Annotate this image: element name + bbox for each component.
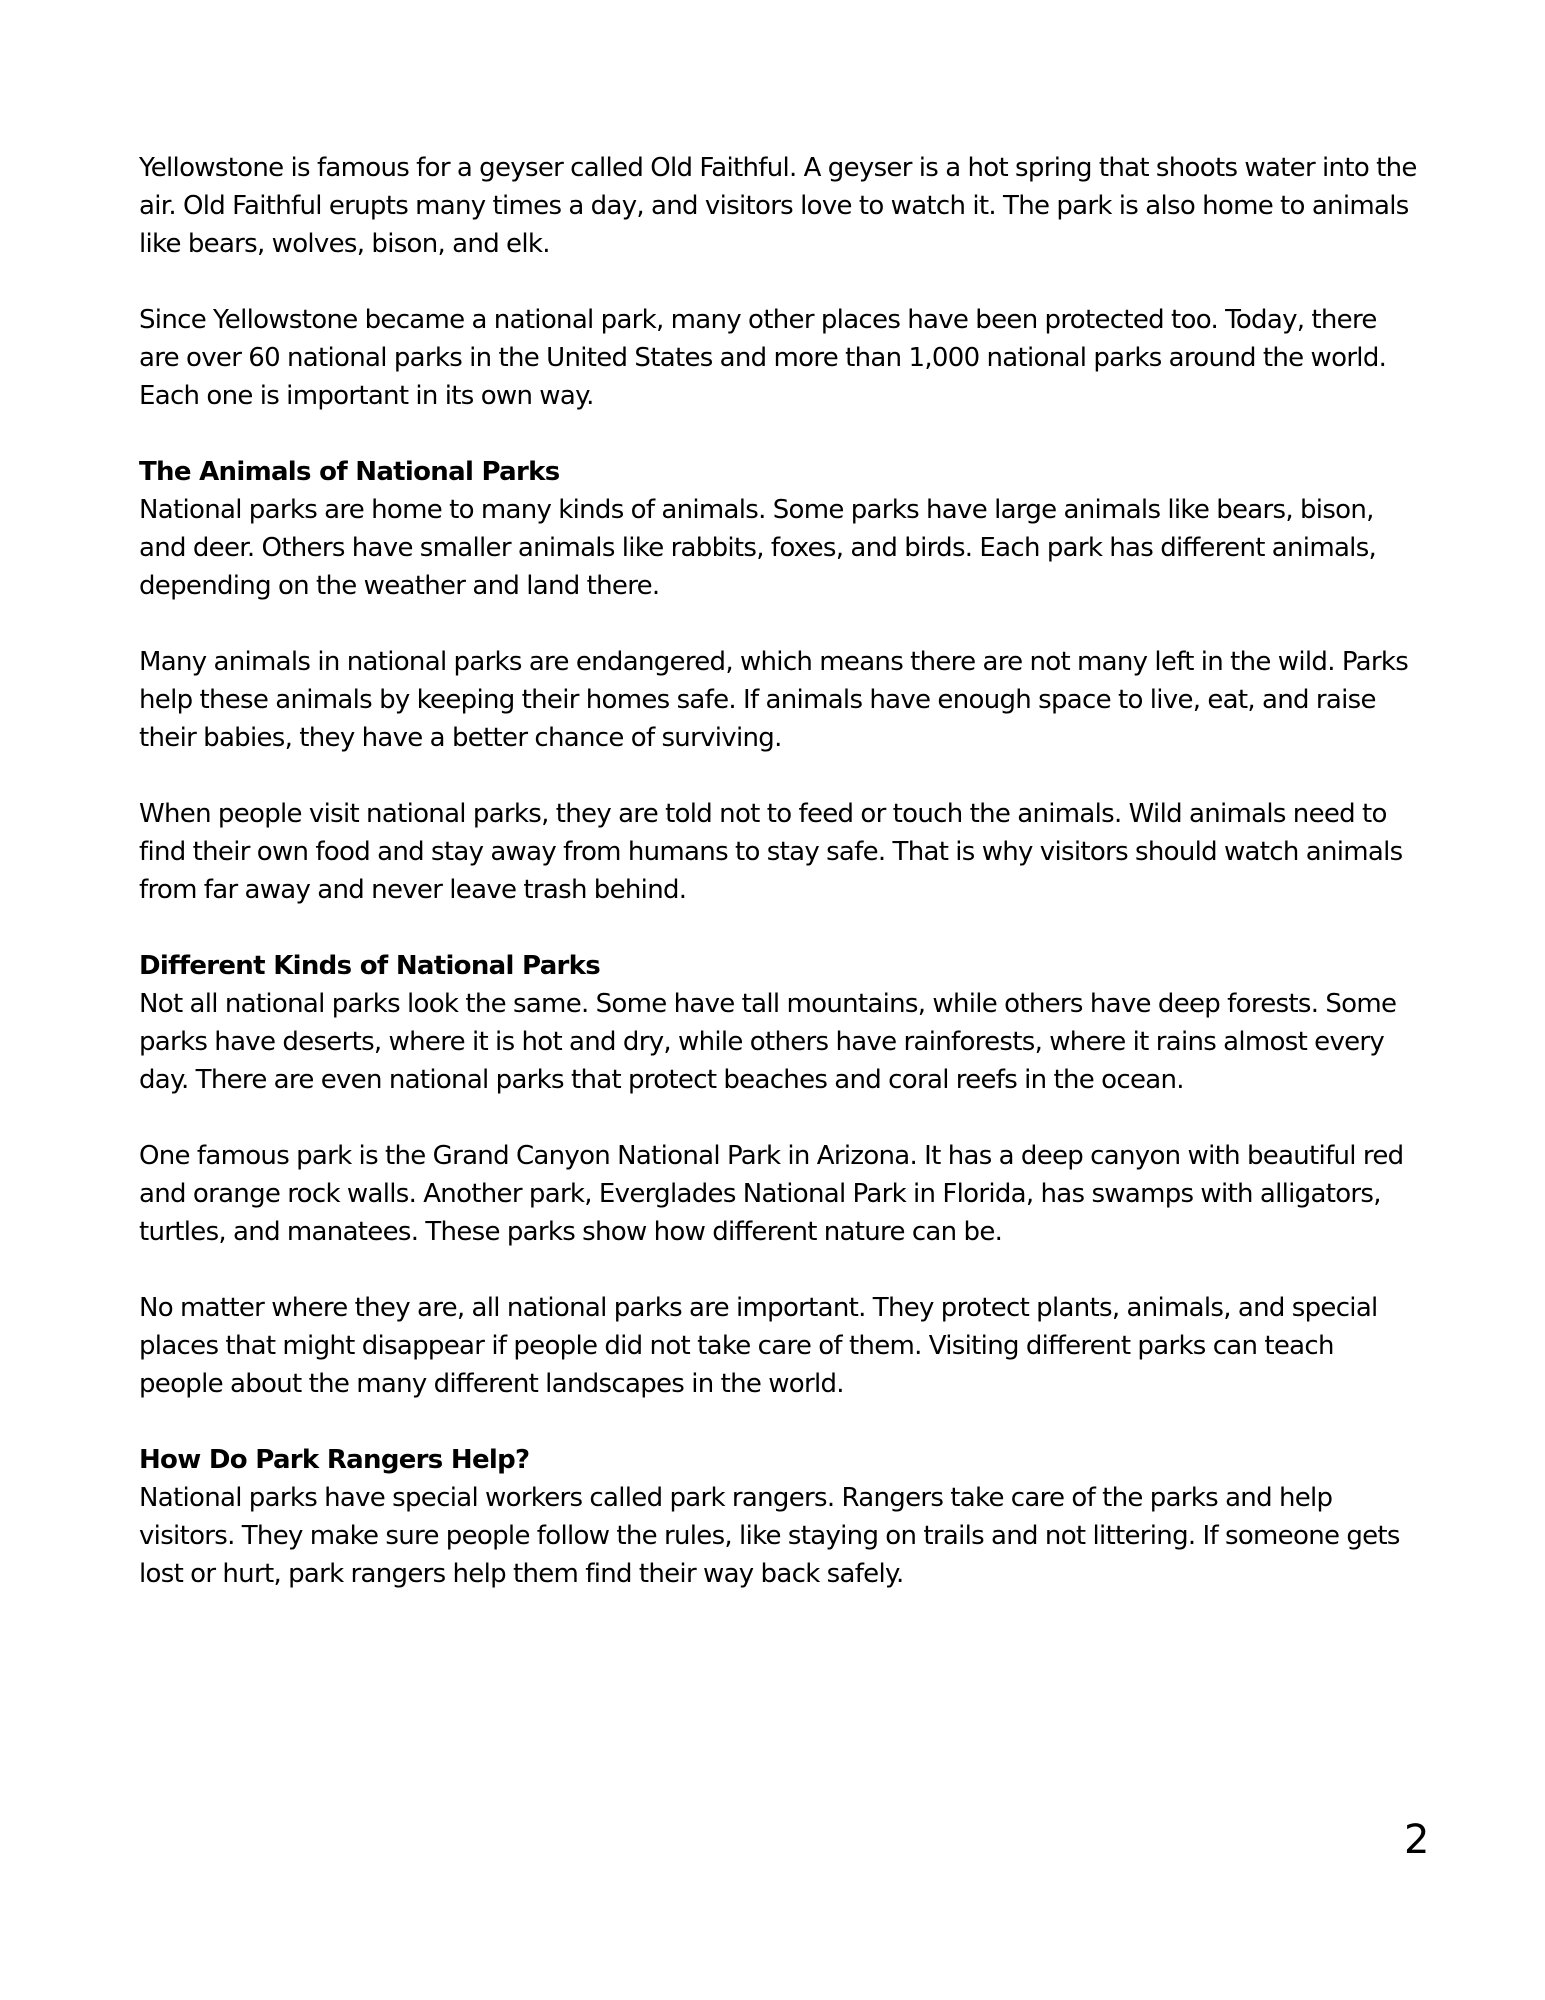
section-kinds	[139, 947, 1419, 1403]
document-body	[139, 149, 1419, 1631]
section-paragraph: National parks have special workers called park rangers. Rangers take care of the parks and help visitors. They make sure people follow the rules, like staying on trails and not littering. If someone gets lost or hurt, park rangers help them find their way back safely.	[139, 1483, 1400, 1589]
section-paragraph: When people visit national parks, they are told not to feed or touch the animals. Wild animals need to find their own food and stay away from humans to stay safe. That is why visitors should watch animals from far away and never leave trash behind.	[139, 799, 1403, 905]
section-heading: The Animals of National Parks	[139, 457, 560, 487]
section-paragraph: National parks are home to many kinds of animals. Some parks have large animals like bears, bison, and deer. Others have smaller animals like rabbits, foxes, and birds. Each park has different animals, depending on the weather and land there.	[139, 495, 1377, 601]
section-rangers	[139, 1441, 1419, 1593]
page-number: 2	[1404, 1817, 1430, 1863]
section-animals	[139, 453, 1419, 909]
section-paragraph: One famous park is the Grand Canyon National Park in Arizona. It has a deep canyon with beautiful red and orange rock walls. Another park, Everglades National Park in Florida, has swamps with alligators, turtles, and manatees. These parks show how different nature can be.	[139, 1141, 1404, 1247]
section-heading: Different Kinds of National Parks	[139, 951, 601, 981]
section-heading: How Do Park Rangers Help?	[139, 1445, 530, 1475]
section-paragraph: No matter where they are, all national parks are important. They protect plants, animals, and special places that might disappear if people did not take care of them. Visiting different parks can teach people about the many different landscapes in the world.	[139, 1293, 1378, 1399]
section-paragraph: Many animals in national parks are endangered, which means there are not many left in the wild. Parks help these animals by keeping their homes safe. If animals have enough space to live, eat, and raise their babies, they have a better chance of surviving.	[139, 647, 1409, 753]
section-paragraph: Not all national parks look the same. Some have tall mountains, while others have deep forests. Some parks have deserts, where it is hot and dry, while others have rainforests, where it rains almost every day. There are even national parks that protect beaches and coral reefs in the ocean.	[139, 989, 1397, 1095]
intro-paragraph: Yellowstone is famous for a geyser called Old Faithful. A geyser is a hot spring that shoots water into the air. Old Faithful erupts many times a day, and visitors love to watch it. The park is also home to animals like bears, wolves, bison, and elk.	[139, 153, 1417, 259]
intro-paragraph: Since Yellowstone became a national park, many other places have been protected too. Today, there are over 60 national parks in the United States and more than 1,000 national parks around the world. Each one is important in its own way.	[139, 305, 1387, 411]
